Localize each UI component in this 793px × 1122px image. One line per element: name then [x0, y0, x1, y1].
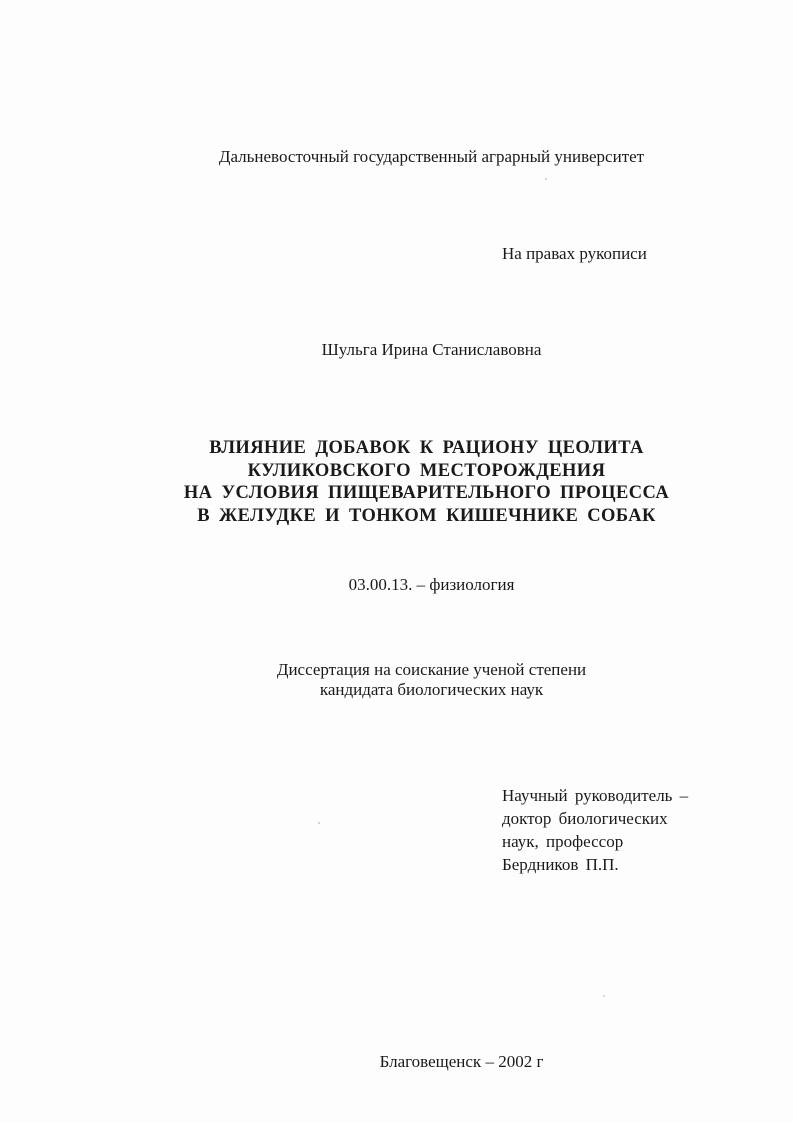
dissertation-title — [0, 437, 793, 527]
specialty-code: 03.00.13. – физиология — [348, 575, 515, 594]
manuscript-note: На правах рукописи — [502, 244, 647, 263]
title-line: НА УСЛОВИЯ ПИЩЕВАРИТЕЛЬНОГО ПРОЦЕССА — [183, 483, 670, 503]
dissertation-degree — [0, 660, 793, 700]
scan-speck — [545, 178, 547, 180]
title-line: В ЖЕЛУДКЕ И ТОНКОМ КИШЕЧНИКЕ СОБАК — [197, 505, 656, 526]
advisor-line: наук, профессор — [502, 832, 624, 851]
title-line: ВЛИЯНИЕ ДОБАВОК К РАЦИОНУ ЦЕОЛИТА — [209, 438, 644, 458]
university-name: Дальневосточный государственный аграрный университет — [218, 147, 645, 166]
degree-line: Диссертация на соискание ученой степени — [276, 660, 587, 679]
advisor-line: Бердников П.П. — [502, 855, 619, 874]
scientific-advisor — [502, 784, 688, 876]
title-line: КУЛИКОВСКОГО МЕСТОРОЖДЕНИЯ — [247, 460, 606, 481]
scan-speck — [603, 995, 605, 997]
author-name: Шульга Ирина Станиславовна — [321, 340, 542, 359]
advisor-line: доктор биологических — [502, 809, 668, 828]
degree-line: кандидата биологических наук — [319, 680, 544, 699]
advisor-line: Научный руководитель – — [502, 786, 689, 805]
city-year: Благовещенск – 2002 г — [379, 1052, 544, 1071]
scan-speck — [318, 822, 320, 824]
